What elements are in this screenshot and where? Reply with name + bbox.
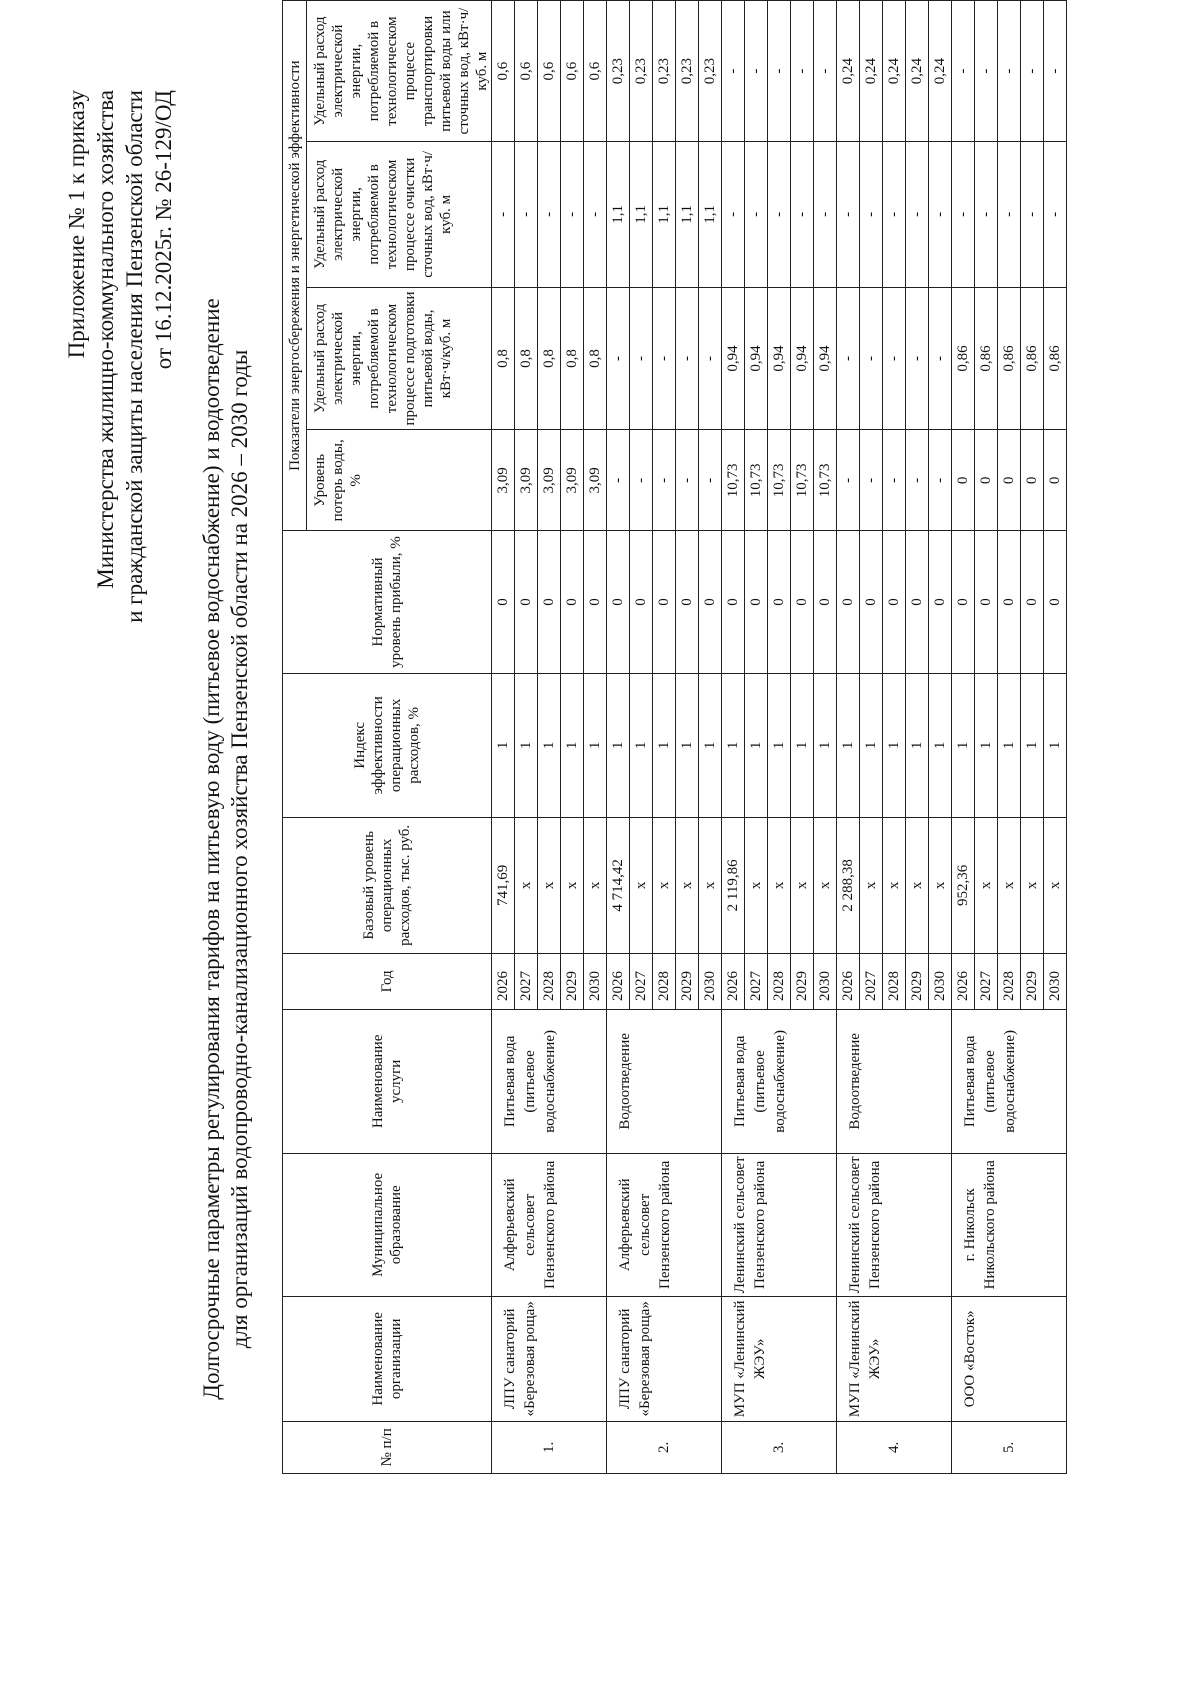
energy-transport-cell: 0,23 [699,1,722,142]
profit-level-cell: 0 [538,531,561,673]
base-costs-cell: 4 714,42 [607,818,630,954]
efficiency-index-cell: 1 [998,673,1021,817]
base-costs-cell: 2 119,86 [722,818,745,954]
col-header-water-loss: Уровень потерь воды, % [307,430,492,531]
energy-preparation-cell: - [630,287,653,430]
energy-preparation-cell: 0,8 [492,287,515,430]
appendix-header [62,90,178,623]
year-cell: 2027 [745,953,768,1009]
profit-level-cell: 0 [1021,531,1044,673]
table-row [837,1,860,1474]
energy-cleaning-cell: - [975,142,998,287]
energy-cleaning-cell: - [561,142,584,287]
efficiency-index-cell: 1 [722,673,745,817]
profit-level-cell: 0 [837,531,860,673]
water-loss-cell: 3,09 [561,430,584,531]
energy-preparation-cell: 0,86 [998,287,1021,430]
profit-level-cell: 0 [607,531,630,673]
energy-cleaning-cell: - [768,142,791,287]
service-cell: Водоотведение [607,1009,722,1153]
energy-transport-cell: 0,6 [584,1,607,142]
energy-transport-cell: 0,6 [561,1,584,142]
base-costs-cell: х [561,818,584,954]
col-header-efficiency-index: Индекс эффективности операционных расходов, % [283,673,492,817]
profit-level-cell: 0 [1044,531,1067,673]
row-number-cell: 4. [837,1421,952,1473]
energy-transport-cell: - [998,1,1021,142]
service-cell: Питьевая вода (питьевое водоснабжение) [722,1009,837,1153]
energy-cleaning-cell: 1,1 [676,142,699,287]
profit-level-cell: 0 [653,531,676,673]
energy-preparation-cell: - [860,287,883,430]
profit-level-cell: 0 [975,531,998,673]
base-costs-cell: х [653,818,676,954]
header-line: от 16.12.2025г. № 26-129/ОД [151,90,176,370]
efficiency-index-cell: 1 [791,673,814,817]
energy-cleaning-cell: - [952,142,975,287]
efficiency-index-cell: 1 [538,673,561,817]
year-cell: 2029 [791,953,814,1009]
energy-cleaning-cell: - [1044,142,1067,287]
profit-level-cell: 0 [745,531,768,673]
row-number-cell: 1. [492,1421,607,1473]
energy-preparation-cell: - [883,287,906,430]
base-costs-cell: х [630,818,653,954]
profit-level-cell: 0 [515,531,538,673]
energy-transport-cell: - [745,1,768,142]
profit-level-cell: 0 [768,531,791,673]
table-row [722,1,745,1474]
col-header-energy-preparation: Удельный расход электрической энергии, потребляемой в технологическом процессе подготовки питьевой воды, кВт·ч/куб. м [307,287,492,430]
table-row [607,1,630,1474]
efficiency-index-cell: 1 [745,673,768,817]
col-header-energy-cleaning: Удельный расход электрической энергии, потребляемой в технологическом процессе очистки сточных вод, кВт·ч/куб. м [307,142,492,287]
water-loss-cell: - [676,430,699,531]
base-costs-cell: 741,69 [492,818,515,954]
efficiency-index-cell: 1 [699,673,722,817]
year-cell: 2029 [1021,953,1044,1009]
profit-level-cell: 0 [998,531,1021,673]
efficiency-index-cell: 1 [492,673,515,817]
year-cell: 2030 [929,953,952,1009]
energy-cleaning-cell: - [791,142,814,287]
energy-transport-cell: 0,6 [515,1,538,142]
base-costs-cell: х [906,818,929,954]
col-header-energy-group: Показатели энергосбережения и энергетической эффективности [283,1,307,531]
year-cell: 2030 [1044,953,1067,1009]
col-header-municipality: Муниципальное образование [283,1153,492,1296]
title-line: для организаций водопроводно-канализационного хозяйства Пензенской области на 2026 – 2030 годы [227,349,252,1349]
base-costs-cell: 952,36 [952,818,975,954]
efficiency-index-cell: 1 [906,673,929,817]
energy-preparation-cell: - [699,287,722,430]
energy-cleaning-cell: 1,1 [699,142,722,287]
efficiency-index-cell: 1 [1044,673,1067,817]
energy-transport-cell: - [791,1,814,142]
profit-level-cell: 0 [906,531,929,673]
energy-preparation-cell: - [837,287,860,430]
col-header-num: № п/п [283,1421,492,1473]
year-cell: 2030 [584,953,607,1009]
profit-level-cell: 0 [860,531,883,673]
water-loss-cell: 3,09 [538,430,561,531]
water-loss-cell: 3,09 [515,430,538,531]
base-costs-cell: х [975,818,998,954]
profit-level-cell: 0 [883,531,906,673]
header-line: Министерства жилищно-коммунального хозяйства [93,90,118,589]
water-loss-cell: - [607,430,630,531]
base-costs-cell: х [1044,818,1067,954]
col-header-energy-transport: Удельный расход электрической энергии, потребляемой в технологическом процессе транспортировки питьевой воды или сточных вод, кВт·ч/куб. м [307,1,492,142]
base-costs-cell: х [768,818,791,954]
base-costs-cell: х [814,818,837,954]
energy-transport-cell: - [952,1,975,142]
energy-preparation-cell: 0,86 [975,287,998,430]
energy-cleaning-cell: - [998,142,1021,287]
energy-transport-cell: 0,23 [676,1,699,142]
year-cell: 2026 [492,953,515,1009]
energy-transport-cell: 0,24 [883,1,906,142]
year-cell: 2027 [630,953,653,1009]
efficiency-index-cell: 1 [837,673,860,817]
efficiency-index-cell: 1 [883,673,906,817]
water-loss-cell: 0 [998,430,1021,531]
tariff-parameters-table [282,0,1067,1474]
year-cell: 2027 [860,953,883,1009]
water-loss-cell: 10,73 [791,430,814,531]
year-cell: 2026 [607,953,630,1009]
energy-transport-cell: - [768,1,791,142]
organization-cell: МУП «Ленинский ЖЭУ» [722,1296,837,1421]
base-costs-cell: х [791,818,814,954]
profit-level-cell: 0 [791,531,814,673]
organization-cell: ООО «Восток» [952,1296,1067,1421]
efficiency-index-cell: 1 [515,673,538,817]
energy-cleaning-cell: - [814,142,837,287]
energy-transport-cell: - [975,1,998,142]
energy-preparation-cell: 0,8 [584,287,607,430]
table-row [492,1,515,1474]
year-cell: 2028 [998,953,1021,1009]
energy-transport-cell: - [1021,1,1044,142]
energy-transport-cell: 0,24 [860,1,883,142]
energy-transport-cell: 0,24 [906,1,929,142]
profit-level-cell: 0 [722,531,745,673]
efficiency-index-cell: 1 [676,673,699,817]
energy-transport-cell: 0,24 [929,1,952,142]
energy-preparation-cell: 0,86 [952,287,975,430]
efficiency-index-cell: 1 [952,673,975,817]
base-costs-cell: х [883,818,906,954]
organization-cell: ЛПУ санаторий «Березовая роща» [607,1296,722,1421]
year-cell: 2027 [975,953,998,1009]
col-header-service: Наименование услуги [283,1009,492,1153]
energy-transport-cell: - [814,1,837,142]
water-loss-cell: - [630,430,653,531]
energy-preparation-cell: - [653,287,676,430]
energy-transport-cell: - [1044,1,1067,142]
water-loss-cell: 10,73 [814,430,837,531]
profit-level-cell: 0 [492,531,515,673]
energy-preparation-cell: - [676,287,699,430]
row-number-cell: 5. [952,1421,1067,1473]
base-costs-cell: х [699,818,722,954]
efficiency-index-cell: 1 [653,673,676,817]
energy-transport-cell: 0,24 [837,1,860,142]
col-header-base-costs: Базовый уровень операционных расходов, тыс. руб. [283,818,492,954]
water-loss-cell: 0 [975,430,998,531]
water-loss-cell: 10,73 [722,430,745,531]
municipality-cell: Алферьевский сельсовет Пензенского района [492,1153,607,1296]
efficiency-index-cell: 1 [975,673,998,817]
service-cell: Питьевая вода (питьевое водоснабжение) [492,1009,607,1153]
energy-preparation-cell: 0,94 [768,287,791,430]
efficiency-index-cell: 1 [860,673,883,817]
energy-preparation-cell: - [607,287,630,430]
document-title [198,0,254,1698]
efficiency-index-cell: 1 [630,673,653,817]
energy-cleaning-cell: - [515,142,538,287]
base-costs-cell: х [929,818,952,954]
table-row [952,1,975,1474]
base-costs-cell: х [745,818,768,954]
year-cell: 2028 [653,953,676,1009]
table-body [492,1,1067,1474]
municipality-cell: Алферьевский сельсовет Пензенского района [607,1153,722,1296]
energy-cleaning-cell: 1,1 [607,142,630,287]
base-costs-cell: х [1021,818,1044,954]
profit-level-cell: 0 [699,531,722,673]
water-loss-cell: - [860,430,883,531]
base-costs-cell: х [676,818,699,954]
energy-cleaning-cell: - [883,142,906,287]
water-loss-cell: 3,09 [492,430,515,531]
row-number-cell: 3. [722,1421,837,1473]
energy-cleaning-cell: - [929,142,952,287]
col-header-year: Год [283,953,492,1009]
water-loss-cell: - [699,430,722,531]
water-loss-cell: - [883,430,906,531]
efficiency-index-cell: 1 [1021,673,1044,817]
efficiency-index-cell: 1 [768,673,791,817]
energy-transport-cell: 0,6 [538,1,561,142]
year-cell: 2026 [722,953,745,1009]
header-line: и гражданской защиты населения Пензенской области [122,90,147,623]
energy-preparation-cell: 0,94 [722,287,745,430]
water-loss-cell: 10,73 [768,430,791,531]
energy-cleaning-cell: - [722,142,745,287]
water-loss-cell: 3,09 [584,430,607,531]
municipality-cell: Ленинский сельсовет Пензенского района [837,1153,952,1296]
year-cell: 2027 [515,953,538,1009]
year-cell: 2029 [676,953,699,1009]
year-cell: 2028 [883,953,906,1009]
energy-transport-cell: - [722,1,745,142]
energy-preparation-cell: 0,94 [791,287,814,430]
energy-cleaning-cell: - [860,142,883,287]
energy-cleaning-cell: - [584,142,607,287]
efficiency-index-cell: 1 [584,673,607,817]
profit-level-cell: 0 [814,531,837,673]
profit-level-cell: 0 [630,531,653,673]
municipality-cell: Ленинский сельсовет Пензенского района [722,1153,837,1296]
year-cell: 2026 [837,953,860,1009]
year-cell: 2028 [538,953,561,1009]
base-costs-cell: х [860,818,883,954]
energy-cleaning-cell: - [1021,142,1044,287]
energy-cleaning-cell: - [538,142,561,287]
energy-preparation-cell: 0,8 [538,287,561,430]
energy-preparation-cell: 0,94 [814,287,837,430]
efficiency-index-cell: 1 [561,673,584,817]
service-cell: Водоотведение [837,1009,952,1153]
profit-level-cell: 0 [584,531,607,673]
year-cell: 2030 [699,953,722,1009]
energy-preparation-cell: 0,86 [1021,287,1044,430]
municipality-cell: г. Никольск Никольского района [952,1153,1067,1296]
header-line: Приложение № 1 к приказу [64,90,89,359]
base-costs-cell: 2 288,38 [837,818,860,954]
energy-preparation-cell: - [929,287,952,430]
year-cell: 2028 [768,953,791,1009]
col-header-org: Наименование организации [283,1296,492,1421]
water-loss-cell: - [653,430,676,531]
energy-preparation-cell: - [906,287,929,430]
energy-transport-cell: 0,23 [653,1,676,142]
efficiency-index-cell: 1 [814,673,837,817]
energy-cleaning-cell: - [906,142,929,287]
water-loss-cell: - [837,430,860,531]
energy-transport-cell: 0,23 [630,1,653,142]
base-costs-cell: х [515,818,538,954]
base-costs-cell: х [584,818,607,954]
year-cell: 2029 [906,953,929,1009]
base-costs-cell: х [538,818,561,954]
energy-transport-cell: 0,23 [607,1,630,142]
energy-cleaning-cell: - [492,142,515,287]
water-loss-cell: - [929,430,952,531]
water-loss-cell: 0 [1021,430,1044,531]
water-loss-cell: 10,73 [745,430,768,531]
energy-cleaning-cell: 1,1 [653,142,676,287]
organization-cell: МУП «Ленинский ЖЭУ» [837,1296,952,1421]
col-header-profit-level: Нормативный уровень прибыли, % [283,531,492,673]
water-loss-cell: - [906,430,929,531]
profit-level-cell: 0 [929,531,952,673]
row-number-cell: 2. [607,1421,722,1473]
energy-preparation-cell: 0,86 [1044,287,1067,430]
profit-level-cell: 0 [952,531,975,673]
energy-preparation-cell: 0,94 [745,287,768,430]
title-line: Долгосрочные параметры регулирования тарифов на питьевую воду (питьевое водоснабжение) и водоотведение [199,298,224,1400]
base-costs-cell: х [998,818,1021,954]
water-loss-cell: 0 [952,430,975,531]
organization-cell: ЛПУ санаторий «Березовая роща» [492,1296,607,1421]
profit-level-cell: 0 [676,531,699,673]
energy-preparation-cell: 0,8 [515,287,538,430]
efficiency-index-cell: 1 [607,673,630,817]
year-cell: 2029 [561,953,584,1009]
energy-cleaning-cell: - [745,142,768,287]
profit-level-cell: 0 [561,531,584,673]
year-cell: 2030 [814,953,837,1009]
energy-cleaning-cell: 1,1 [630,142,653,287]
year-cell: 2026 [952,953,975,1009]
efficiency-index-cell: 1 [929,673,952,817]
water-loss-cell: 0 [1044,430,1067,531]
energy-transport-cell: 0,6 [492,1,515,142]
energy-cleaning-cell: - [837,142,860,287]
energy-preparation-cell: 0,8 [561,287,584,430]
service-cell: Питьевая вода (питьевое водоснабжение) [952,1009,1067,1153]
